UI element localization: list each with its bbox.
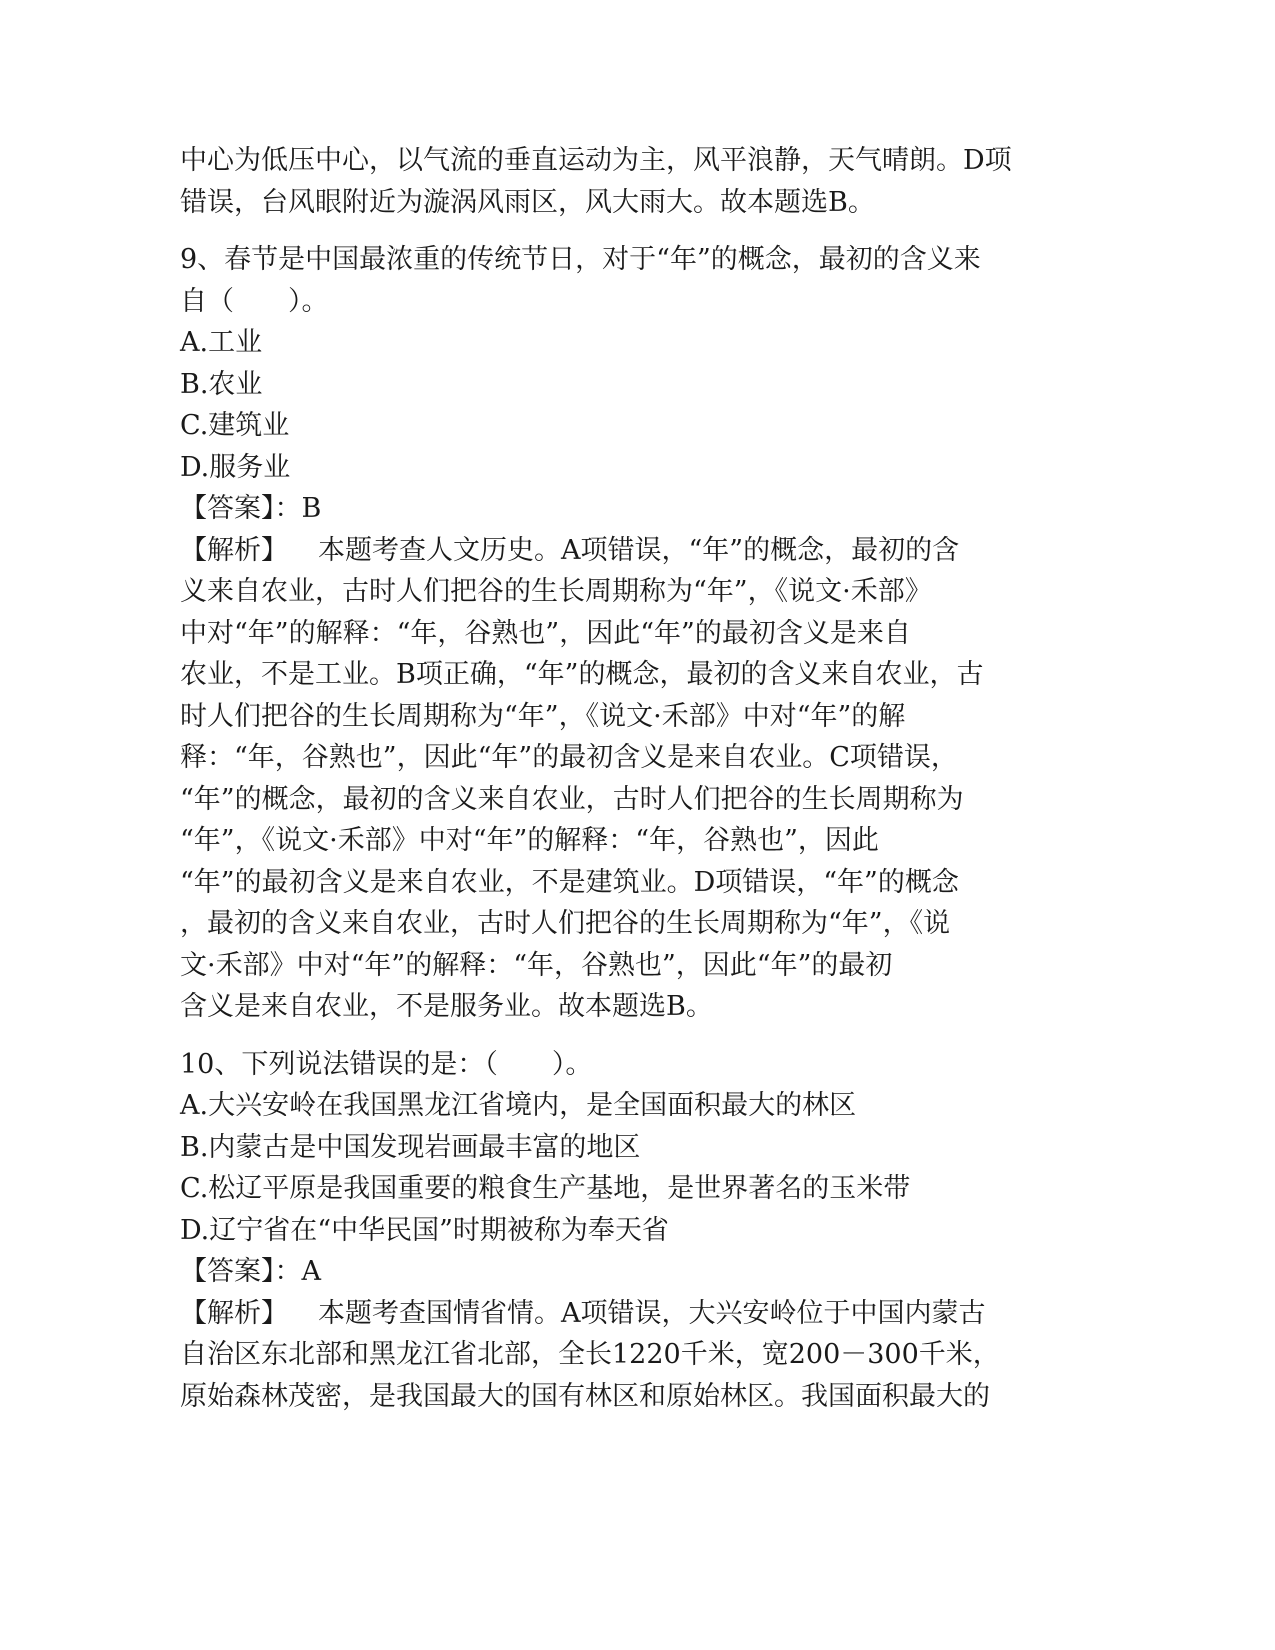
analysis-text: 时人们把谷的生长周期称为“年”，《说文·禾部》中对“年”的解 — [180, 700, 906, 732]
question-stem: 自（ ）。 — [180, 285, 329, 317]
question-9 — [180, 239, 1080, 1028]
option-c: C.松辽平原是我国重要的粮食生产基地，是世界著名的玉米带 — [180, 1173, 911, 1204]
option-b: B.农业 — [180, 368, 263, 400]
analysis-text: “年”的概念，最初的含义来自农业，古时人们把谷的生长周期称为 — [180, 783, 964, 815]
analysis-text: “年”的最初含义是来自农业，不是建筑业。D项错误，“年”的概念 — [180, 866, 959, 898]
previous-explanation — [180, 140, 1080, 223]
analysis-text: 文·禾部》中对“年”的解释：“年，谷熟也”，因此“年”的最初 — [180, 949, 893, 981]
text-line: 错误，台风眼附近为漩涡风雨区，风大雨大。故本题选B。 — [180, 186, 875, 218]
question-stem: 9、春节是中国最浓重的传统节日，对于“年”的概念，最初的含义来 — [180, 244, 981, 275]
text-line: 中心为低压中心，以气流的垂直运动为主，风平浪静，天气晴朗。D项 — [180, 145, 1012, 176]
analysis-first-line — [180, 1293, 1080, 1335]
analysis-label: 【解析】 — [180, 1297, 288, 1329]
analysis-text: 农业，不是工业。B项正确，“年”的概念，最初的含义来自农业，古 — [180, 659, 984, 690]
analysis-text: ，最初的含义来自农业，古时人们把谷的生长周期称为“年”，《说 — [180, 908, 951, 939]
document-page — [180, 140, 1080, 1417]
analysis-text: 释：“年，谷熟也”，因此“年”的最初含义是来自农业。C项错误， — [180, 742, 958, 773]
analysis-text: 本题考查人文历史。A项错误，“年”的概念，最初的含 — [318, 534, 960, 566]
analysis-text: 含义是来自农业，不是服务业。故本题选B。 — [180, 991, 713, 1022]
option-a: A.大兴安岭在我国黑龙江省境内，是全国面积最大的林区 — [180, 1090, 857, 1121]
option-d: D.辽宁省在“中华民国”时期被称为奉天省 — [180, 1214, 669, 1246]
question-10 — [180, 1044, 1080, 1418]
analysis-text: “年”，《说文·禾部》中对“年”的解释：“年，谷熟也”，因此 — [180, 825, 879, 856]
option-c: C.建筑业 — [180, 410, 290, 441]
analysis-text: 义来自农业，古时人们把谷的生长周期称为“年”，《说文·禾部》 — [180, 576, 932, 607]
analysis-text: 本题考查国情省情。A项错误，大兴安岭位于中国内蒙古 — [318, 1297, 986, 1329]
question-stem: 10、下列说法错误的是：（ ）。 — [180, 1048, 593, 1080]
analysis-first-line — [180, 530, 1080, 572]
option-d: D.服务业 — [180, 451, 291, 483]
option-b: B.内蒙古是中国发现岩画最丰富的地区 — [180, 1131, 641, 1163]
analysis-text: 自治区东北部和黑龙江省北部，全长1220千米，宽200－300千米， — [180, 1339, 1000, 1370]
answer: 【答案】：B — [180, 493, 322, 524]
analysis-text: 原始森林茂密，是我国最大的国有林区和原始林区。我国面积最大的 — [180, 1380, 990, 1412]
option-a: A.工业 — [180, 327, 263, 358]
analysis-text: 中对“年”的解释：“年，谷熟也”，因此“年”的最初含义是来自 — [180, 617, 911, 649]
answer: 【答案】：A — [180, 1256, 321, 1287]
analysis-label: 【解析】 — [180, 534, 288, 566]
